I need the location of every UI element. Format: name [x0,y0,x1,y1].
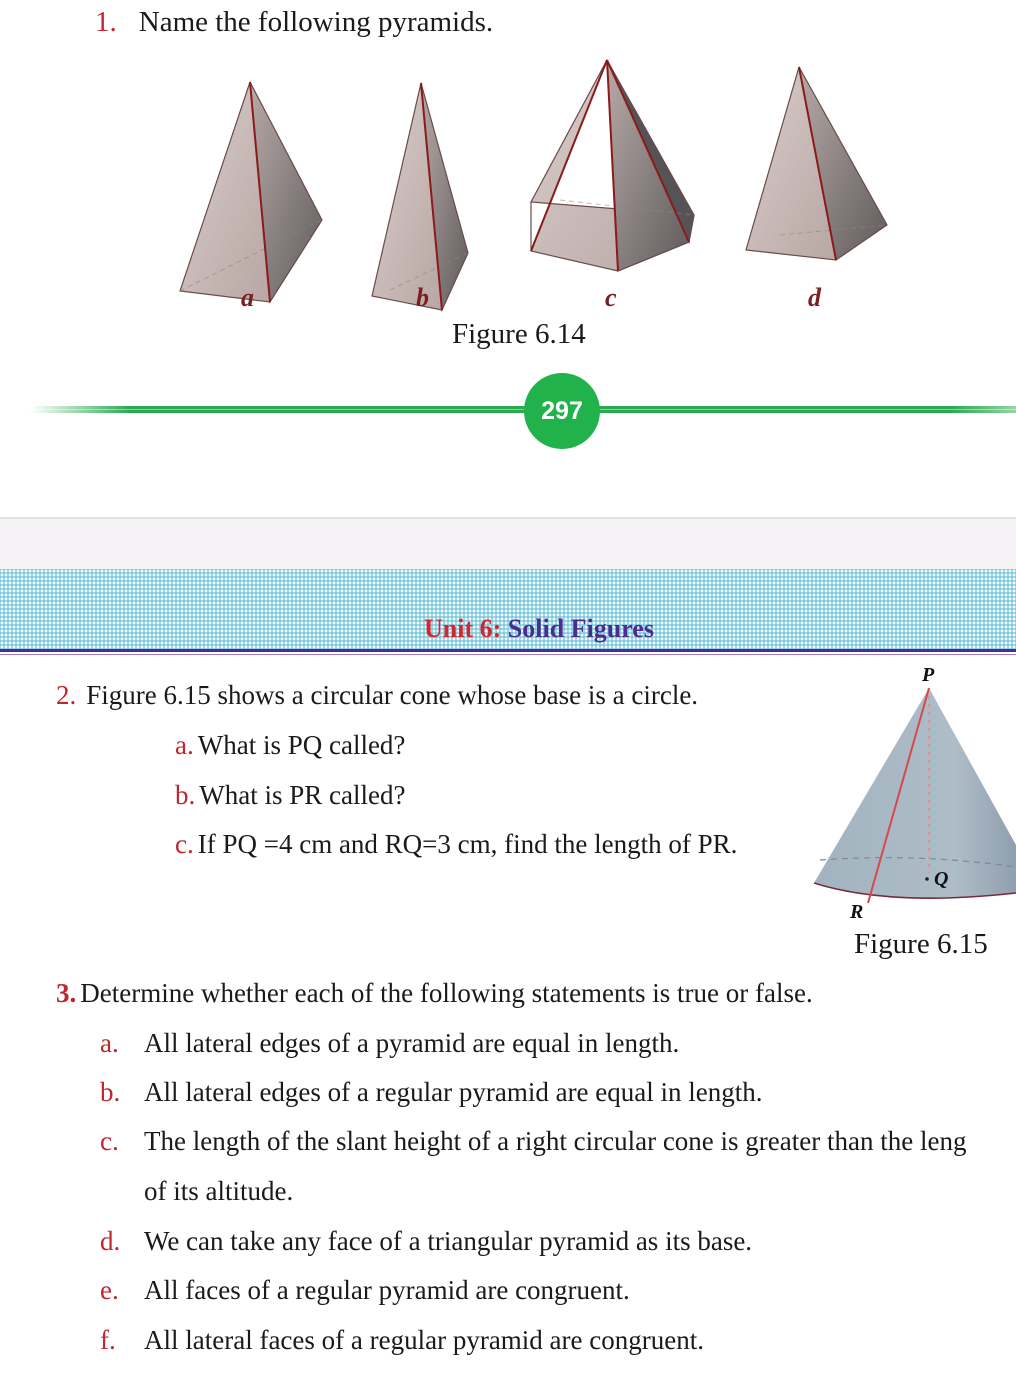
statement-text: All lateral edges of a pyramid are equal in length. [144,1028,680,1058]
unit-name: Solid Figures [501,614,654,643]
figure-label-c: c [605,283,617,312]
statement-e [100,1275,630,1306]
statement-text: All lateral faces of a regular pyramid are congruent. [144,1325,704,1355]
figure-label-b: b [416,283,429,312]
footer-rule-left [30,406,530,413]
footer-rule-right [590,406,1016,413]
statement-d [100,1226,752,1257]
question-3-text: Determine whether each of the following statements is true or false. [80,978,813,1008]
figure-6-14-caption: Figure 6.14 [452,318,586,350]
page-separator [0,517,1016,571]
question-2-number: 2. [56,680,77,710]
statement-text: We can take any face of a triangular pyramid as its base. [144,1226,753,1256]
part-text: If PQ =4 cm and RQ=3 cm, find the length of PR. [197,829,738,859]
unit-title [424,614,654,644]
part-label: c. [175,829,194,859]
page-number-badge: 297 [524,373,600,449]
point-label-p: P [922,664,935,686]
unit-prefix: Unit 6 [424,614,493,643]
question-1-number: 1. [95,6,117,38]
statement-label: a. [100,1028,119,1058]
statement-b [100,1077,763,1108]
statement-label: d. [100,1226,121,1256]
statement-text: All faces of a regular pyramid are congruent. [144,1275,630,1305]
part-label: a. [175,730,194,760]
statement-label: c. [100,1126,119,1156]
unit-separator: : [492,614,502,643]
question-2 [56,680,698,711]
statement-f [100,1325,704,1356]
statement-text: All lateral edges of a regular pyramid are equal in length. [144,1077,763,1107]
figure-6-15-cone [800,655,1016,935]
statement-label: f. [100,1325,116,1355]
figure-label-a: a [241,283,254,312]
part-text: What is PQ called? [197,730,406,760]
question-2-part-a [175,730,405,761]
question-1 [95,6,493,39]
pyramid-c-icon [531,60,694,271]
header-underline-thick [0,649,1016,652]
question-2-part-b [175,780,405,811]
question-3 [56,978,813,1009]
cone-icon [814,688,1016,903]
statement-a [100,1028,679,1059]
statement-c [100,1126,966,1157]
statement-label: e. [100,1275,119,1305]
question-1-text: Name the following pyramids. [138,6,494,38]
figure-6-15-caption: Figure 6.15 [854,928,988,960]
pyramid-d-icon [746,67,887,260]
pyramid-b-icon [372,83,468,310]
question-2-text: Figure 6.15 shows a circular cone whose base is a circle. [86,680,699,710]
point-label-q: Q [934,868,949,890]
statement-c-continuation: of its altitude. [144,1176,294,1206]
point-label-r: R [850,901,864,923]
statement-label: b. [100,1077,121,1107]
figure-6-14-pyramids [0,50,1016,330]
statement-text: The length of the slant height of a right circular cone is greater than the leng [144,1126,967,1156]
part-label: b. [175,780,196,810]
pyramid-a-icon [180,82,322,302]
question-3-number: 3. [56,978,77,1008]
question-2-part-c [175,829,737,860]
figure-label-d: d [808,283,821,312]
part-text: What is PR called? [199,780,406,810]
